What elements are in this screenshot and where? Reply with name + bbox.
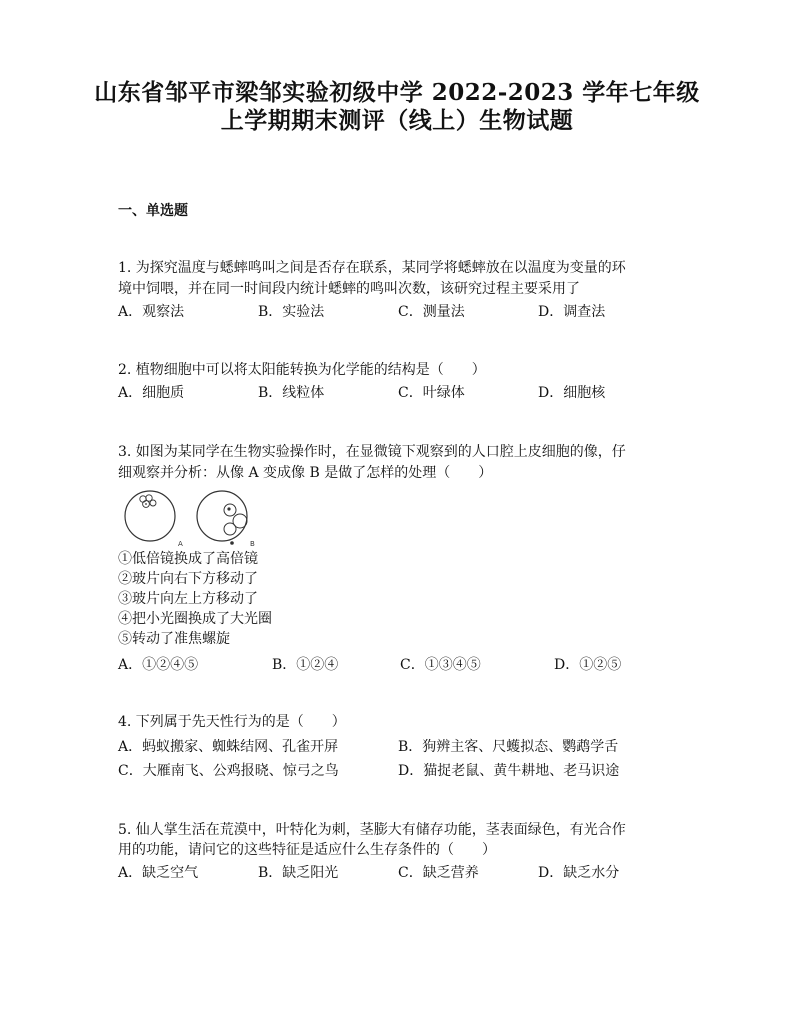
q5-option-c[interactable]: C．缺乏营养	[398, 865, 479, 881]
q1-option-b[interactable]: B．实验法	[258, 304, 325, 320]
q3-stem-line2: 细观察并分析：从像 A 变成像 B 是做了怎样的处理（ ）	[118, 465, 493, 481]
q3-statement-5: ⑤转动了准焦螺旋	[118, 631, 230, 647]
image-b-label: B	[250, 540, 255, 548]
q5-option-b[interactable]: B．缺乏阳光	[258, 865, 339, 881]
q4-option-a[interactable]: A．蚂蚁搬家、蜘蛛结网、孔雀开屏	[118, 739, 339, 755]
q4-option-d[interactable]: D．猫捉老鼠、黄牛耕地、老马识途	[398, 763, 620, 779]
q5-stem-line2: 用的功能，请问它的这些特征是适应什么生存条件的（ ）	[118, 842, 496, 858]
q2-option-d[interactable]: D．细胞核	[538, 385, 606, 401]
q3-stem-line1: 3. 如图为某同学在生物实验操作时，在显微镜下观察到的人口腔上皮细胞的像，仔	[118, 444, 626, 460]
image-b-field	[197, 491, 247, 545]
q3-statement-4: ④把小光圈换成了大光圈	[118, 611, 272, 627]
q2-stem-line1: 2. 植物细胞中可以将太阳能转换为化学能的结构是（ ）	[118, 362, 486, 378]
q3-statement-3: ③玻片向左上方移动了	[118, 591, 258, 607]
image-a-field	[125, 491, 175, 541]
image-a-label: A	[178, 540, 183, 548]
section-heading: 一、单选题	[118, 203, 188, 219]
q2-option-a[interactable]: A．细胞质	[118, 385, 185, 401]
q5-option-d[interactable]: D．缺乏水分	[538, 865, 620, 881]
q1-option-c[interactable]: C．测量法	[398, 304, 465, 320]
q3-statement-2: ②玻片向右下方移动了	[118, 571, 258, 587]
q4-stem-line1: 4. 下列属于先天性行为的是（ ）	[118, 714, 346, 730]
q2-option-b[interactable]: B．线粒体	[258, 385, 325, 401]
q3-option-d[interactable]: D．①②⑤	[554, 657, 622, 673]
microscope-images-figure	[120, 486, 270, 550]
doc-title-line1: 山东省邹平市梁邹实验初级中学 2022-2023 学年七年级	[94, 79, 700, 106]
q4-option-c[interactable]: C．大雁南飞、公鸡报晓、惊弓之鸟	[118, 763, 339, 779]
q1-stem-line1: 1. 为探究温度与蟋蟀鸣叫之间是否存在联系，某同学将蟋蟀放在以温度为变量的环	[118, 260, 626, 276]
q1-option-a[interactable]: A．观察法	[118, 304, 185, 320]
q1-stem-line2: 境中饲喂，并在同一时间段内统计蟋蟀的鸣叫次数，该研究过程主要采用了	[118, 281, 580, 297]
q3-option-c[interactable]: C．①③④⑤	[400, 657, 481, 673]
q3-statement-1: ①低倍镜换成了高倍镜	[118, 551, 258, 567]
q5-stem-line1: 5. 仙人掌生活在荒漠中，叶特化为刺，茎膨大有储存功能，茎表面绿色，有光合作	[118, 822, 626, 838]
q1-option-d[interactable]: D．调查法	[538, 304, 606, 320]
q5-option-a[interactable]: A．缺乏空气	[118, 865, 199, 881]
q2-option-c[interactable]: C．叶绿体	[398, 385, 465, 401]
doc-title-line2: 上学期期末测评（线上）生物试题	[220, 107, 574, 134]
q3-option-b[interactable]: B．①②④	[272, 657, 339, 673]
q3-option-a[interactable]: A．①②④⑤	[118, 657, 199, 673]
q4-option-b[interactable]: B．狗辨主客、尺蠖拟态、鹦鹉学舌	[398, 739, 619, 755]
